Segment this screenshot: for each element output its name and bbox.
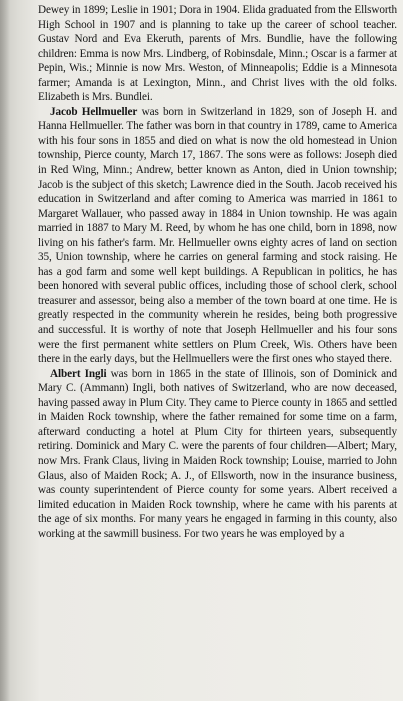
subject-name-jacob-hellmueller: Jacob Hellmueller: [50, 105, 138, 118]
paragraph-jacob-hellmueller: [38, 105, 397, 367]
paragraph-bundlie-family: [38, 3, 397, 105]
paragraph-albert-ingli: [38, 367, 397, 542]
subject-name-albert-ingli: Albert Ingli: [50, 367, 107, 380]
paragraph-body: was born in 1865 in the state of Illinois, son of Dominick and Mary C. (Ammann) Ingli, both natives of Switzerland, who are now deceased, having passed away in Plum City. They came to Pierce county in 1865 and settled in Maiden Rock township, where the father remained for some time on a farm, afterward conducting a hotel at Plum City for thirteen years, subsequently retiring. Dominick and Mary C. were the parents of four children—Albert; Mary, now Mrs. Frank Claus, living in Maiden Rock township; Louise, married to John Glaus, also of Maiden Rock; A. J., of Ellsworth, now in the insurance business, was county superintendent of Pierce county for some years. Albert received a limited education in Maiden Rock township, where he came with his parents at the age of six months. For many years he engaged in farming in this county, also working at the sawmill business. For two years he was employed by a: [38, 367, 397, 540]
paragraph-body: Dewey in 1899; Leslie in 1901; Dora in 1904. Elida graduated from the Ellsworth High School in 1907 and is planning to take up the career of school teacher. Gustav Nord and Eva Ekeruth, parents of Mrs. Bundlie, have the following children: Emma is now Mrs. Lindberg, of Robinsdale, Minn.; Oscar is a farmer at Pepin, Wis.; Minnie is now Mrs. Weston, of Minneapolis; Eddie is a Minnesota farmer; Amanda is at Lexington, Minn., and Christ lives with the old folks. Elizabeth is Mrs. Bundlei.: [38, 4, 397, 104]
biography-text: [38, 3, 397, 541]
paragraph-body: was born in Switzerland in 1829, son of Joseph H. and Hanna Hellmueller. The father was born in that country in 1789, came to America with his four sons in 1855 and died on what is now the old homestead in Union township, Pierce county, March 17, 1867. The sons were as follows: Joseph died in Red Wing, Minn.; Andrew, better known as Anton, died in Union township; Jacob is the subject of this sketch; Lawrence died in the South. Jacob received his education in Switzerland and after coming to America was married in 1861 to Margaret Wallauer, who passed away in 1884 in Union township. He was again married in 1887 to Mary M. Reed, by whom he has one child, born in 1898, now living on his father's farm. Mr. Hellmueller owns eighty acres of land on section 35, Union township, where he carries on general farming and stock raising. He has a god farm and some well kept buildings. A Republican in politics, he has been honored with several public offices, including those of school clerk, school treasurer and assessor, being also a member of the town board at one time. He is greatly respected in the community wherein he resides, being both progressive and successful. It is worthy of note that Joseph Hellmueller and his four sons were the first permanent white settlers on Plum Creek, Wis. Others have been there in the early days, but the Hellmuellers were the first ones who stayed there.: [38, 105, 397, 366]
